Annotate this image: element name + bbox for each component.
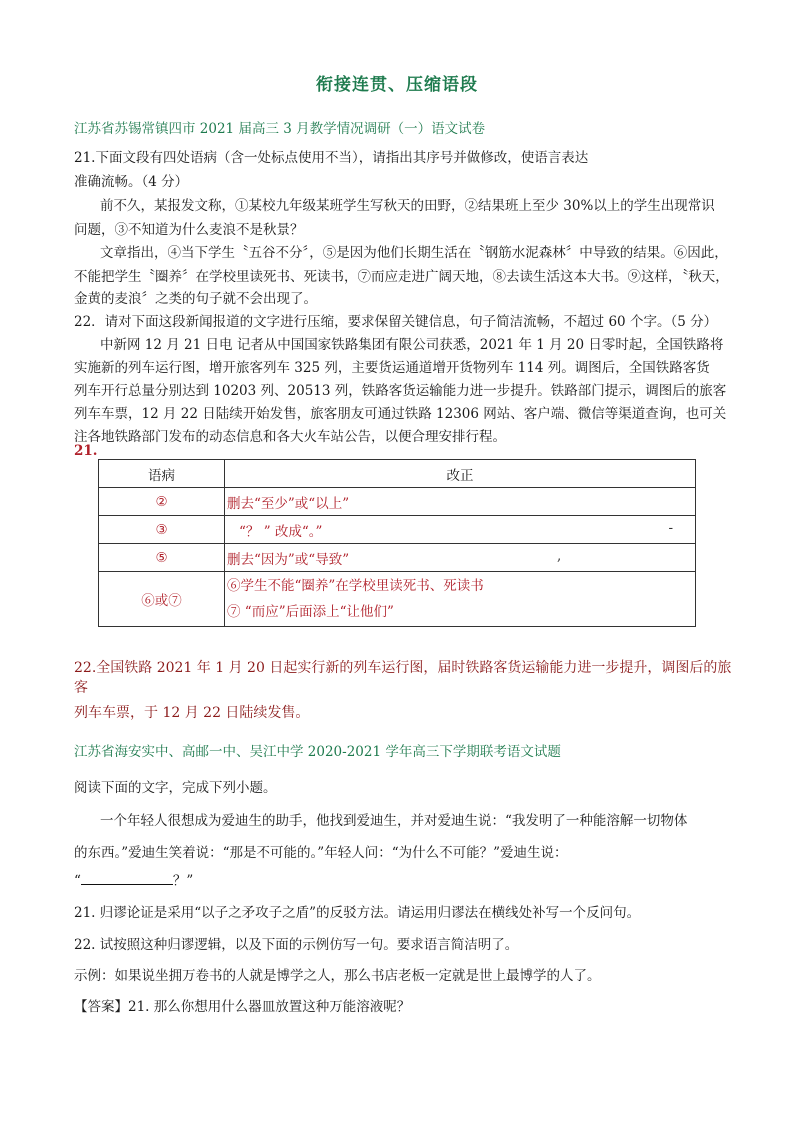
table-cell-number: ⑥或⑦ xyxy=(99,572,225,627)
q22-text-line: 列车开行总量分别达到 10203 列、20513 列，铁路客货运输能力进一步提升。铁路部门提示，调图后的旅客 xyxy=(74,383,727,399)
reading-question-21: 21. 归谬论证是采用“以子之矛攻子之盾”的反驳方法。请运用归谬法在横线处补写一个反问句。 xyxy=(74,905,641,921)
table-cell-fix xyxy=(225,516,696,544)
table-row xyxy=(99,488,696,516)
table-cell-fix xyxy=(225,572,696,627)
table-header-cell: 语病 xyxy=(99,460,225,488)
reading-example: 示例：如果说坐拥万卷书的人就是博学之人，那么书店老板一定就是世上最博学的人了。 xyxy=(74,968,601,984)
q21-stem-line1: 21.下面文段有四处语病（含一处标点使用不当），请指出其序号并做修改，使语言表达 xyxy=(74,150,589,166)
table-cell-mark: - xyxy=(668,520,673,536)
answer-blank xyxy=(81,870,173,885)
q21-text-line: 文章指出，④当下学生〝五谷不分〞，⑤是因为他们长期生活在〝钢筋水泥森林〞中导致的结果。⑥因此， xyxy=(100,245,728,261)
table-header-row xyxy=(99,460,696,488)
answer22-line1: 22.全国铁路 2021 年 1 月 20 日起实行新的列车运行图，届时铁路客货运输能力进一步提升，调图后的旅客 xyxy=(74,660,732,696)
q22-text-line: 列车车票，12 月 22 日陆续开始发售，旅客朋友可通过铁路 12306 网站、客户端、微信等渠道查询，也可关 xyxy=(74,406,727,422)
reading-text-line: 一个年轻人很想成为爱迪生的助手，他找到爱迪生，并对爱迪生说：“我发明了一种能溶解一切物体 xyxy=(100,813,688,829)
q21-stem-line2: 准确流畅。（4 分） xyxy=(74,174,189,190)
table-cell-number: ③ xyxy=(99,516,225,544)
table-row xyxy=(99,544,696,572)
open-quote: “ xyxy=(74,873,81,889)
table-row xyxy=(99,572,696,627)
reading-question-22: 22. 试按照这种归谬逻辑，以及下面的示例仿写一句。要求语言简洁明了。 xyxy=(74,937,519,953)
q21-text-line: 问题，③不知道为什么麦浪不是秋景？ xyxy=(74,222,304,238)
page-title: 衔接连贯、压缩语段 xyxy=(316,75,478,95)
table-cell-fix-text: “？ ” 改成“。” xyxy=(239,523,323,540)
reading-intro: 阅读下面的文字，完成下列小题。 xyxy=(74,780,277,796)
source-heading-1: 江苏省苏锡常镇四市 2021 届高三 3 月教学情况调研（一）语文试卷 xyxy=(74,121,486,137)
table-cell-mark: , xyxy=(557,548,562,564)
q22-text-line: 注各地铁路部门发布的动态信息和各大火车站公告，以便合理安排行程。 xyxy=(74,429,506,445)
table-cell-fix-text: 删去“因为”或“导致” xyxy=(227,551,350,568)
reading-blank-line xyxy=(74,870,724,891)
table-cell-fix-text: ⑥学生不能“圈养”在学校里读死书、死读书 xyxy=(227,578,484,594)
q22-text-line: 中新网 12 月 21 日电 记者从中国国家铁路集团有限公司获悉，2021 年 1 月 20 日零时起，全国铁路将 xyxy=(100,337,724,353)
reading-answer: 【答案】21. 那么你想用什么器皿放置这种万能溶液呢？ xyxy=(74,999,411,1015)
reading-text-line: 的东西。”爱迪生笑着说：“那是不可能的。”年轻人问：“为什么不可能？”爱迪生说： xyxy=(74,845,568,861)
q21-text-line: 前不久，某报发文称，①某校九年级某班学生写秋天的田野，②结果班上至少 30%以上的学生出现常识 xyxy=(100,198,715,214)
q21-text-line: 不能把学生〝圈养〞在学校里读死书、死读书，⑦而应走进广阔天地，⑧去读生活这本大书。⑨这样，〝秋天， xyxy=(74,269,729,285)
close-quote: ？” xyxy=(172,873,194,889)
q22-stem: 22．请对下面这段新闻报道的文字进行压缩，要求保留关键信息，句子简洁流畅，不超过 60 个字。（5 分） xyxy=(74,314,718,330)
answer22-line2: 列车车票，于 12 月 22 日陆续发售。 xyxy=(74,705,310,721)
table-cell-fix: 删去“至少”或“以上” xyxy=(225,488,696,516)
answer21-label: 21. xyxy=(74,443,98,459)
table-cell-fix-text: ⑦ “而应”后面添上“让他们” xyxy=(227,604,394,620)
table-row xyxy=(99,516,696,544)
q21-text-line: 金黄的麦浪〞之类的句子就不会出现了。 xyxy=(74,291,317,307)
table-header-cell: 改正 xyxy=(225,460,696,488)
table-cell-number: ② xyxy=(99,488,225,516)
source-heading-2: 江苏省海安实中、高邮一中、吴江中学 2020-2021 学年高三下学期联考语文试题 xyxy=(74,744,561,760)
q22-text-line: 实施新的列车运行图，增开旅客列车 325 列，主要货运通道增开货物列车 114 列。调图后，全国铁路客货 xyxy=(74,360,710,376)
answer-table xyxy=(98,459,696,627)
table-cell-number: ⑤ xyxy=(99,544,225,572)
table-cell-fix xyxy=(225,544,696,572)
